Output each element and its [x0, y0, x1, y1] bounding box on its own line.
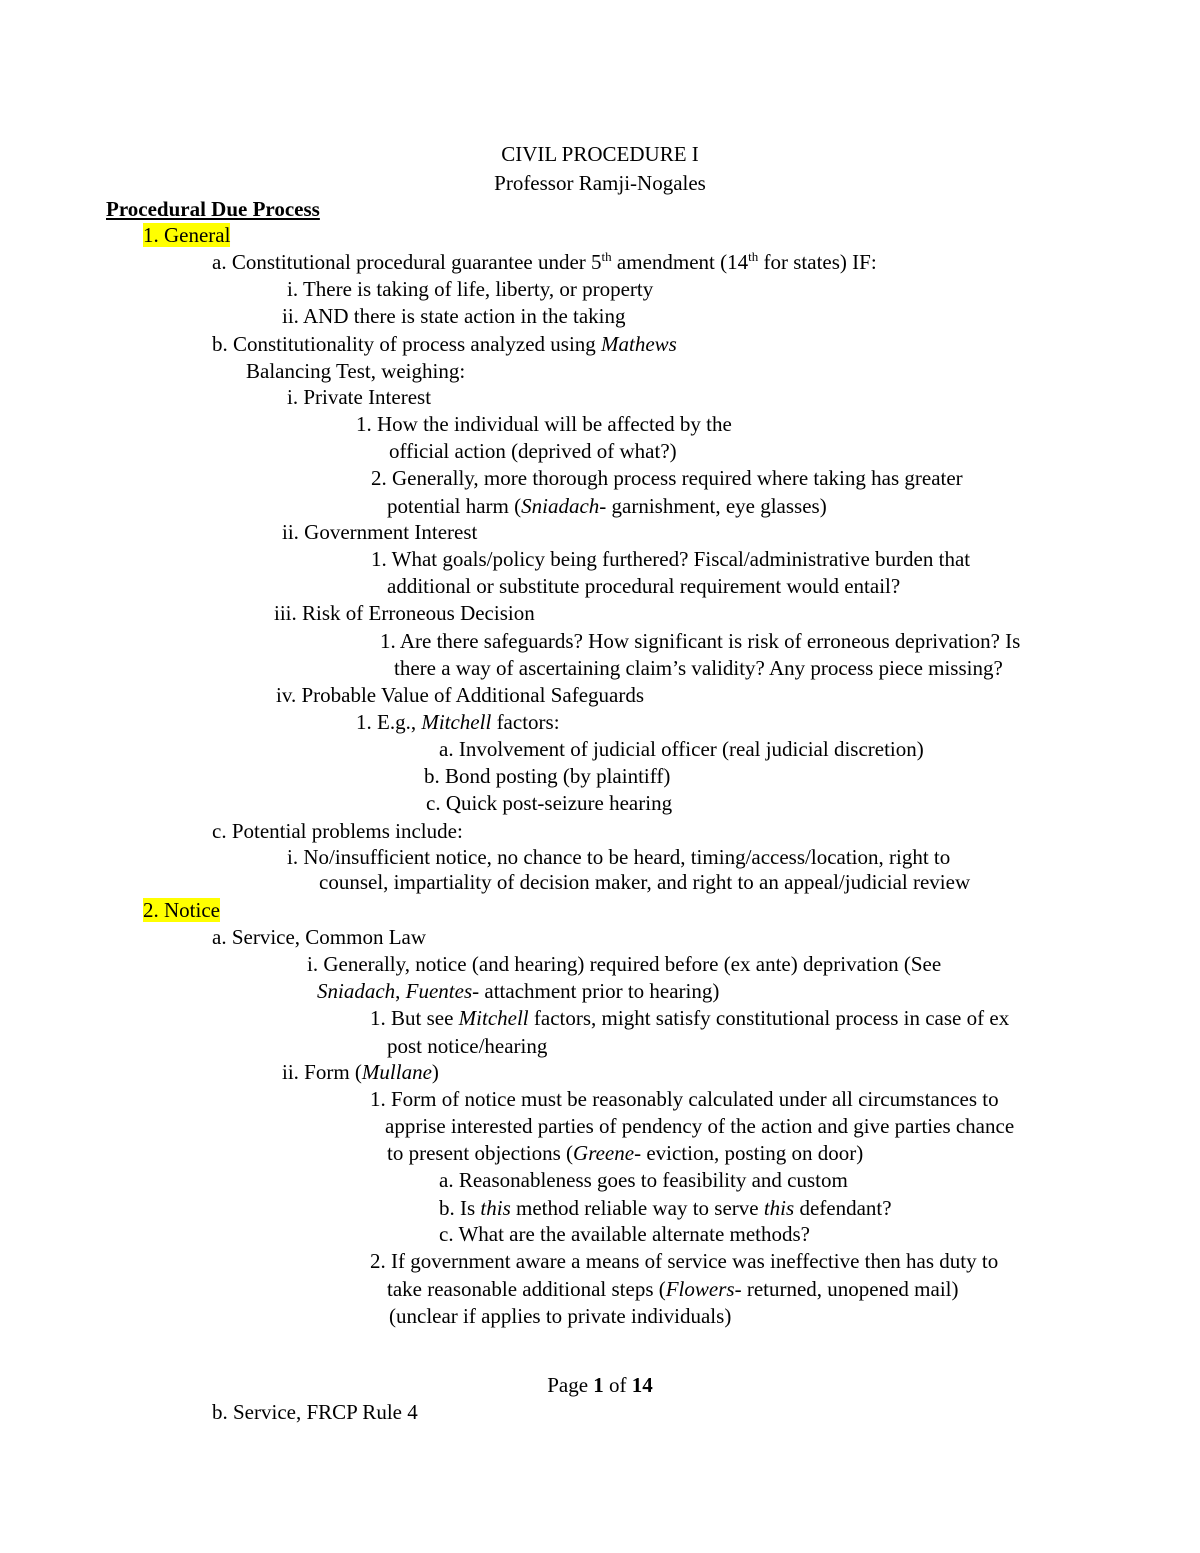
- outline-line: Sniadach, Fuentes- attachment prior to hearing): [317, 979, 720, 1003]
- outline-line: post notice/hearing: [387, 1034, 548, 1058]
- outline-line: ii. AND there is state action in the taking: [282, 304, 626, 328]
- outline-item-general: [143, 222, 230, 248]
- outline-line: b. Constitutionality of process analyzed using Mathews: [212, 332, 677, 356]
- outline-line: (unclear if applies to private individuals): [389, 1304, 732, 1328]
- outline-line: 1. But see Mitchell factors, might satisfy constitutional process in case of ex: [370, 1006, 1010, 1030]
- document-title: CIVIL PROCEDURE I: [501, 142, 699, 166]
- outline-line: to present objections (Greene- eviction, posting on door): [387, 1141, 864, 1165]
- highlight-notice: 2. Notice: [143, 898, 220, 922]
- outline-item-notice: [143, 897, 220, 923]
- outline-line: i. No/insufficient notice, no chance to be heard, timing/access/location, right to: [287, 845, 951, 869]
- outline-line: 1. How the individual will be affected by the: [356, 412, 732, 436]
- outline-line: b. Service, FRCP Rule 4: [212, 1400, 418, 1424]
- outline-line: b. Bond posting (by plaintiff): [424, 764, 671, 788]
- outline-line: iv. Probable Value of Additional Safeguards: [276, 683, 645, 707]
- outline-line: b. Is this method reliable way to serve this defendant?: [439, 1196, 892, 1220]
- outline-line: potential harm (Sniadach- garnishment, eye glasses): [387, 494, 827, 518]
- outline-line: a. Involvement of judicial officer (real judicial discretion): [439, 737, 924, 761]
- outline-line: 2. If government aware a means of service was ineffective then has duty to: [370, 1249, 999, 1273]
- outline-line: a. Reasonableness goes to feasibility and custom: [439, 1168, 848, 1192]
- outline-line: c. Quick post-seizure hearing: [426, 791, 673, 815]
- outline-line: official action (deprived of what?): [389, 439, 677, 463]
- outline-line: c. What are the available alternate methods?: [439, 1222, 811, 1246]
- section-heading: Procedural Due Process: [106, 197, 320, 221]
- outline-line: c. Potential problems include:: [212, 819, 463, 843]
- page-footer: Page 1 of 14: [547, 1373, 653, 1397]
- outline-line: Balancing Test, weighing:: [246, 359, 466, 383]
- outline-line: a. Service, Common Law: [212, 925, 427, 949]
- outline-line: 2. Generally, more thorough process required where taking has greater: [371, 466, 963, 490]
- outline-line: ii. Government Interest: [282, 520, 478, 544]
- outline-line: iii. Risk of Erroneous Decision: [274, 601, 535, 625]
- outline-line: a. Constitutional procedural guarantee under 5th amendment (14th for states) IF:: [212, 249, 877, 274]
- outline-line: apprise interested parties of pendency of the action and give parties chance: [385, 1114, 1015, 1138]
- outline-line: counsel, impartiality of decision maker, and right to an appeal/judicial review: [319, 870, 971, 894]
- outline-line: take reasonable additional steps (Flowers- returned, unopened mail): [387, 1277, 959, 1301]
- page-number: 1: [593, 1373, 604, 1397]
- outline-line: i. Generally, notice (and hearing) required before (ex ante) deprivation (See: [307, 952, 942, 976]
- outline-line: 1. E.g., Mitchell factors:: [356, 710, 560, 734]
- outline-line: 1. Are there safeguards? How significant is risk of erroneous deprivation? Is: [380, 629, 1021, 653]
- outline-line: additional or substitute procedural requirement would entail?: [387, 574, 901, 598]
- highlight-general: 1. General: [143, 223, 231, 247]
- outline-line: i. Private Interest: [287, 385, 432, 409]
- outline-line: i. There is taking of life, liberty, or property: [287, 277, 654, 301]
- outline-line: 1. Form of notice must be reasonably calculated under all circumstances to: [370, 1087, 999, 1111]
- professor-name: Professor Ramji-Nogales: [494, 171, 706, 195]
- page-total: 14: [631, 1373, 653, 1397]
- outline-line: ii. Form (Mullane): [282, 1060, 439, 1084]
- outline-line: there a way of ascertaining claim’s validity? Any process piece missing?: [394, 656, 1003, 680]
- outline-line: 1. What goals/policy being furthered? Fiscal/administrative burden that: [371, 547, 971, 571]
